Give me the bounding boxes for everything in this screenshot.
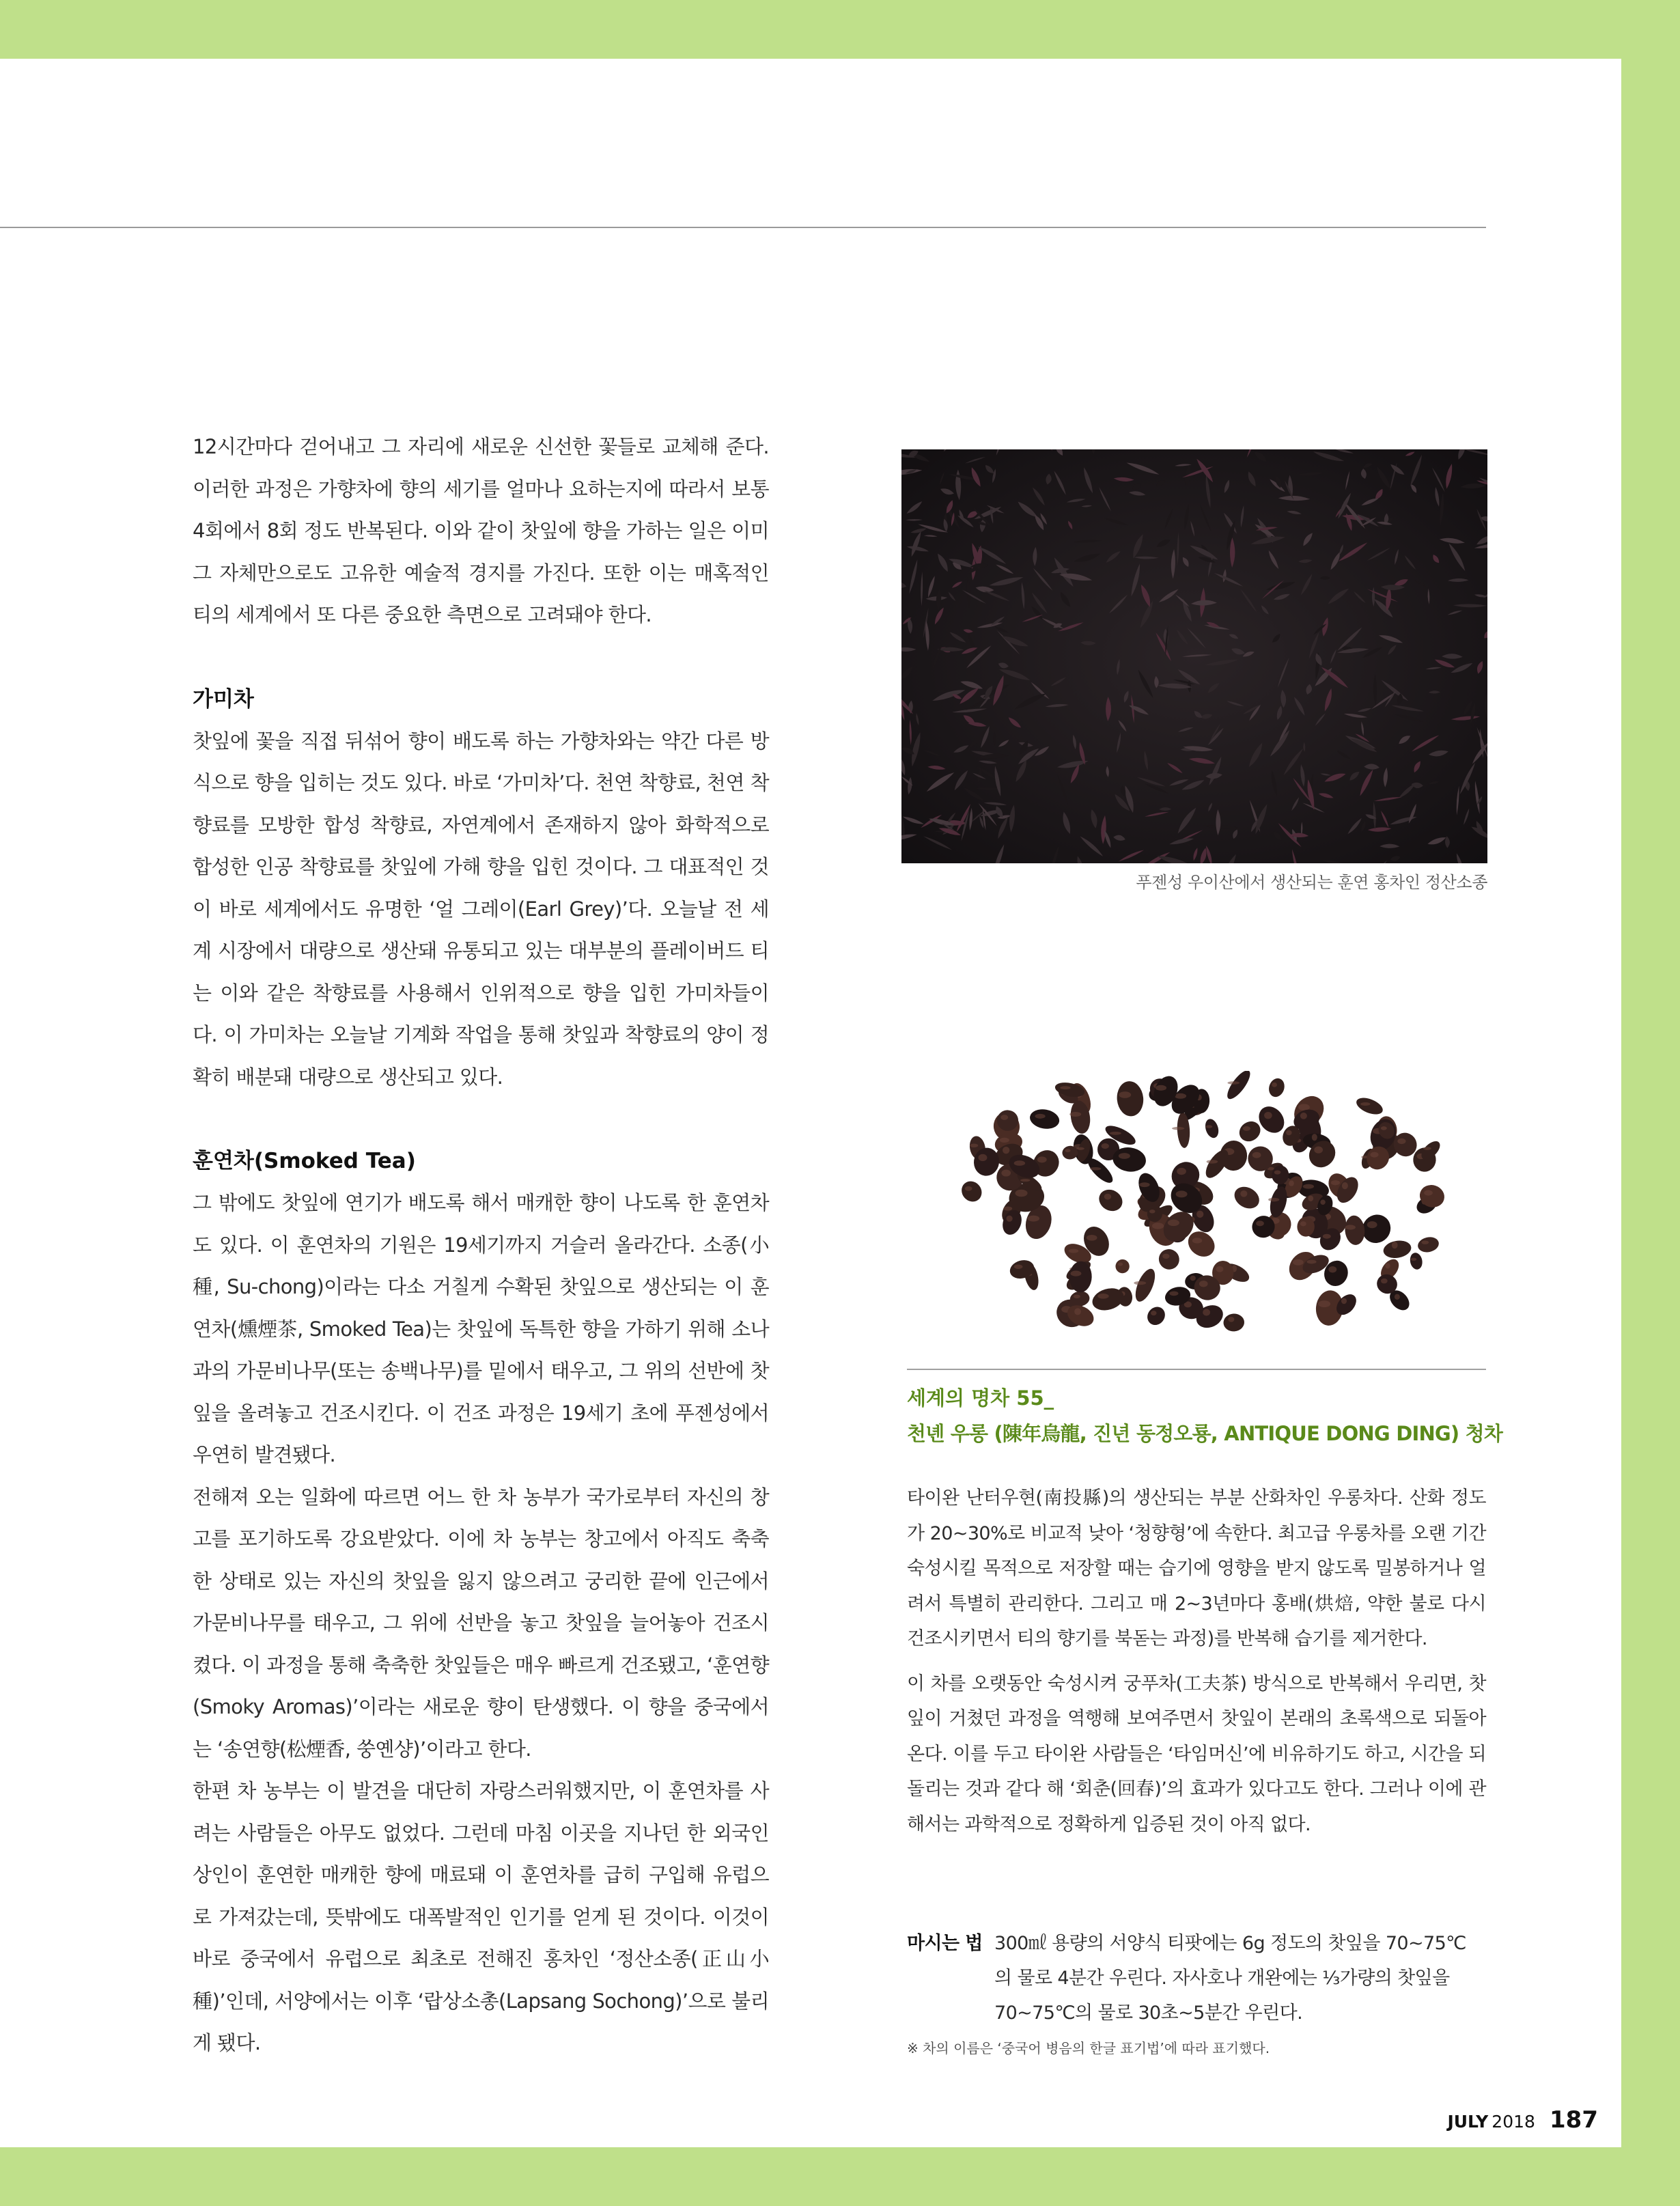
brewing-label: 마시는 법 — [907, 1933, 983, 1954]
black-tea-leaves-photo — [901, 449, 1487, 863]
oolong-tea-photo — [956, 1071, 1448, 1337]
top-green-band — [0, 0, 1680, 59]
brewing-line-3: 70~75℃의 물로 30초~5분간 우린다. — [994, 2002, 1303, 2024]
paragraph-flowers: 12시간마다 걷어내고 그 자리에 새로운 신선한 꽃들로 교체해 준다. 이러한 과정은 가향차에 향의 세기를 얼마나 요하는지에 따라서 보통 4회에서 8회 정도 반복된다. 이와 같이 찻잎에 향을 가하는 일은 이미 그 자체만으로도 고유한 예술적 경지를 가진다. 또한 이는 매혹적인 티의 세계에서 또 다른 중요한 측면으로 고려돼야 한다. — [193, 435, 769, 626]
right-green-band — [1621, 0, 1680, 2206]
left-column — [193, 426, 769, 2065]
series-label: 세계의 명차 55_ — [907, 1386, 1054, 1410]
brewing-line-1: 300㎖ 용량의 서양식 티팟에는 6g 정도의 찻잎을 70~75℃ — [994, 1933, 1466, 1954]
folio-year: 2018 — [1492, 2112, 1535, 2132]
heading-smoked-tea: 훈연차(Smoked Tea) — [193, 1149, 416, 1173]
paragraph-smoked-europe: 한편 차 농부는 이 발견을 대단히 자랑스러워했지만, 이 훈연차를 사려는 사람들은 아무도 없었다. 그런데 마침 이곳을 지나던 한 외국인 상인이 훈연한 매캐한 향에 매료돼 이 훈연차를 급히 구입해 유럽으로 가져갔는데, 뜻밖에도 대폭발적인 인기를 얻게 된 것이다. 이것이 바로 중국에서 유럽으로 최초로 전해진 홍차인 ‘정산소종(正山小種)’인데, 서양에서는 이후 ‘랍상소총(Lapsang Sochong)’으로 불리게 됐다. — [193, 1779, 769, 2054]
paragraph-smoked-origin: 그 밖에도 찻잎에 연기가 배도록 해서 매캐한 향이 나도록 한 훈연차도 있다. 이 훈연차의 기원은 19세기까지 거슬러 올라간다. 소종(小種, Su-chong)이라는 다소 거칠게 수확된 찻잎으로 생산되는 이 훈연차(燻煙茶, Smoked Tea)는 찻잎에 독특한 향을 가하기 위해 소나과의 가문비나무(또는 송백나무)를 밑에서 태우고, 그 위의 선반에 찻잎을 올려놓고 건조시킨다. 이 건조 과정은 19세기 초에 푸젠성에서 우연히 발견됐다. — [193, 1191, 769, 1466]
section-rule — [907, 1369, 1486, 1370]
page-folio — [1366, 2106, 1598, 2134]
tea-title: 천녠 우롱 (陳年烏龍, 진년 동정오룡, ANTIQUE DONG DING) 청차 — [907, 1422, 1503, 1445]
folio-month: JULY — [1447, 2112, 1489, 2132]
right-column — [907, 1481, 1486, 1852]
photo-caption: 푸젠성 우이산에서 생산되는 훈연 홍차인 정산소종 — [1136, 873, 1487, 892]
footnote: ※ 차의 이름은 ‘중국어 병음의 한글 표기법’에 따라 표기했다. — [907, 2040, 1270, 2056]
heading-gamicha: 가미차 — [193, 686, 254, 712]
paragraph-oolong-aging: 이 차를 오랫동안 숙성시켜 궁푸차(工夫茶) 방식으로 반복해서 우리면, 찻잎이 거쳤던 과정을 역행해 보여주면서 찻잎이 본래의 초록색으로 되돌아온다. 이를 두고 타이완 사람들은 ‘타임머신’에 비유하기도 하고, 시간을 되돌리는 것과 같다 해 ‘회춘(回春)’의 효과가 있다고도 한다. 그러나 이에 관해서는 과학적으로 정확하게 입증된 것이 아직 없다. — [907, 1673, 1486, 1835]
page-number: 187 — [1550, 2106, 1598, 2134]
brewing-line-2: 의 물로 4분간 우린다. 자사호나 개완에는 ⅓가량의 찻잎을 — [994, 1968, 1450, 1989]
paragraph-oolong-intro: 타이완 난터우현(南投縣)의 생산되는 부분 산화차인 우롱차다. 산화 정도가 20~30%로 비교적 낮아 ‘청향형’에 속한다. 최고급 우롱차를 오랜 기간 숙성시킬 목적으로 저장할 때는 습기에 영향을 받지 않도록 밀봉하거나 얼려서 특별히 관리한다. 그리고 매 2~3년마다 홍배(烘焙, 약한 불로 다시 건조시키면서 티의 향기를 북돋는 과정)를 반복해 습기를 제거한다. — [907, 1488, 1486, 1649]
header-rule — [0, 227, 1486, 228]
paragraph-gamicha: 찻잎에 꽃을 직접 뒤섞어 향이 배도록 하는 가향차와는 약간 다른 방식으로 향을 입히는 것도 있다. 바로 ‘가미차’다. 천연 착향료, 천연 착향료를 모방한 합성 착향료, 자연계에서 존재하지 않아 화학적으로 합성한 인공 착향료를 찻잎에 가해 향을 입힌 것이다. 그 대표적인 것이 바로 세계에서도 유명한 ‘얼 그레이(Earl Grey)’다. 오늘날 전 세계 시장에서 대량으로 생산돼 유통되고 있는 대부분의 플레이버드 티는 이와 같은 착향료를 사용해서 인위적으로 향을 입힌 가미차들이다. 이 가미차는 오늘날 기계화 작업을 통해 찻잎과 착향료의 양이 정확히 배분돼 대량으로 생산되고 있다. — [193, 729, 769, 1089]
bottom-green-band — [0, 2147, 1680, 2206]
paragraph-smoked-anecdote: 전해져 오는 일화에 따르면 어느 한 차 농부가 국가로부터 자신의 창고를 포기하도록 강요받았다. 이에 차 농부는 창고에서 아직도 축축한 상태로 있는 자신의 찻잎을 잃지 않으려고 궁리한 끝에 인근에서 가문비나무를 태우고, 그 위에 선반을 놓고 찻잎을 늘어놓아 건조시켰다. 이 과정을 통해 축축한 찻잎들은 매우 빠르게 건조됐고, ‘훈연향(Smoky Aromas)’이라는 새로운 향이 탄생했다. 이 향을 중국에서는 ‘송연향(松煙香, 쑹옌샹)’이라고 한다. — [193, 1485, 769, 1761]
